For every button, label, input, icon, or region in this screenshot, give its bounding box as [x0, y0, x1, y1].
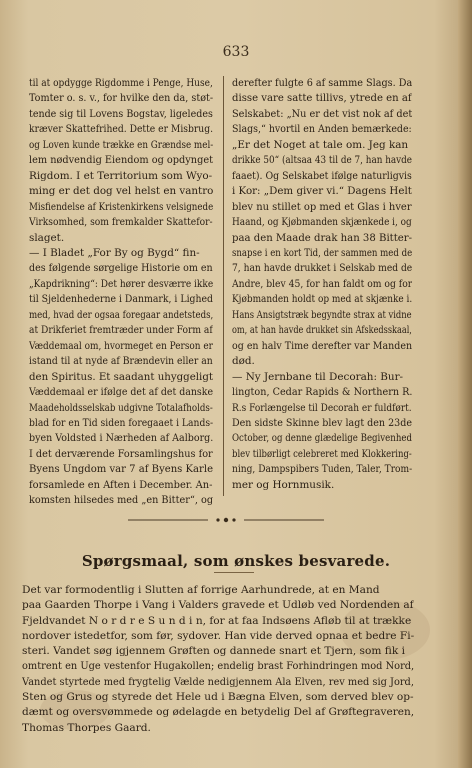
text-line: nordover istedetfor, som før, sydover. Han vide derved opnaa et bedre Fi-: [22, 629, 415, 642]
text-line: Det var formodentlig i Slutten af forrige Aarhundrede, at en Mand: [22, 584, 380, 596]
text-line: byen Voldsted i Nærheden af Aalborg.: [29, 432, 213, 445]
text-line: Thomas Thorpes Gaard.: [22, 721, 151, 734]
text-line: Maadeholdsselskab udgivne Totalafholds-: [29, 401, 213, 414]
text-line: 7, han havde drukket i Selskab med de: [232, 262, 412, 275]
text-line: „Kapdrikning“: Det hører desværre ikke: [29, 277, 214, 290]
text-line: snapse i en kort Tid, der sammen med de: [232, 246, 413, 259]
text-line: drikke 50“ (altsaa 43 til de 7, han havde: [232, 154, 412, 167]
text-line: Byens Ungdom var 7 af Byens Karle: [29, 463, 213, 476]
text-line: „Er det Noget at tale om. Jeg kan: [232, 138, 409, 151]
text-line: kræver Skattefrihed. Dette er Misbrug.: [29, 123, 214, 136]
right-column: [232, 76, 412, 493]
text-line: Rigdom. I et Territorium som Wyo-: [29, 169, 213, 182]
text-line: Den sidste Skinne blev lagt den 23de: [232, 416, 412, 429]
text-line: ning, Dampspibers Tuden, Taler, Trom-: [232, 463, 413, 476]
text-line: Selskabet: „Nu er det vist nok af det: [232, 107, 413, 120]
text-line: Misfiendelse af Kristenkirkens velsignede: [29, 200, 213, 213]
text-line: R.s Forlængelse til Decorah er fuldført.: [232, 401, 412, 414]
section-ornament: [128, 516, 324, 524]
text-line: blad for en Tid siden foregaaet i Lands-: [29, 416, 214, 429]
text-line: slaget.: [29, 231, 65, 244]
text-line: — I Bladet „For By og Bygd“ fin-: [29, 246, 200, 259]
text-line: Væddemaal er ifølge det af det danske: [29, 386, 213, 399]
text-line: lem nødvendig Eiendom og opdynget: [29, 154, 214, 167]
text-line: — Ny Jernbane til Decorah: Bur-: [232, 370, 404, 383]
text-line: Væddemaal om, hvormeget en Person er: [29, 339, 213, 352]
text-line: I det derværende Forsamlingshus for: [29, 447, 213, 460]
text-line: paa Gaarden Thorpe i Vang i Valders gravede et Udløb ved Nordenden af: [22, 599, 414, 612]
text-line: ming er det dog vel helst en vantro: [29, 185, 214, 198]
text-line: at Drikferiet fremtræder under Form af: [29, 324, 213, 337]
text-line: October, og denne glædelige Begivenhed: [232, 432, 412, 445]
text-line: des følgende sørgelige Historie om en: [29, 262, 213, 275]
text-line: i Kor: „Dem giver vi.“ Dagens Helt: [232, 185, 412, 198]
text-line: og en halv Time derefter var Manden: [232, 339, 413, 352]
text-line: lington, Cedar Rapids & Northern R.: [232, 386, 413, 399]
body-paragraph: [22, 583, 414, 736]
text-line: paa den Maade drak han 38 Bitter-: [232, 231, 413, 244]
text-line: og Loven kunde trække en Grændse mel-: [29, 138, 213, 151]
text-line: komsten hilsedes med „en Bitter“, og: [29, 494, 213, 507]
text-line: faaet). Og Selskabet ifølge naturligvis: [232, 169, 412, 182]
text-line: Andre, blev 45, for han faldt om og for: [232, 277, 413, 290]
text-line: disse vare satte tillivs, ytrede en af: [232, 92, 412, 105]
page-number: 633: [222, 44, 250, 60]
text-line: Fjeldvandet N o r d r e S u n d i n, for at faa Indsøens Afløb til at trække: [22, 614, 412, 627]
text-line: Sten og Grus og styrede det Hele ud i Bægna Elven, som derved blev op-: [22, 691, 414, 704]
text-line: Hans Ansigtstræk begyndte strax at vidne: [232, 308, 412, 321]
text-line: tende sig til Lovens Bogstav, ligeledes: [29, 107, 213, 120]
column-divider: [223, 76, 224, 496]
text-line: til at opdygge Rigdomme i Penge, Huse,: [29, 77, 213, 89]
left-column: [29, 76, 213, 509]
text-line: om, at han havde drukket sin Afskedsskaal,: [232, 324, 412, 337]
text-line: død.: [232, 355, 255, 368]
text-line: dæmt og oversvømmede og ødelagde en betydelig Del af Grøftegraveren,: [22, 706, 414, 719]
section-heading: Spørgsmaal, som ønskes besvarede.: [81, 552, 391, 570]
text-line: istand til at nyde af Brændevin eller an: [29, 355, 213, 368]
text-line: omtrent en Uge vestenfor Hugakollen; endelig brast Forhindringen mod Nord,: [22, 660, 415, 673]
text-line: mer og Hornmusik.: [232, 478, 335, 491]
text-line: Kjøbmanden holdt op med at skjænke i.: [232, 293, 412, 306]
text-line: den Spiritus. Et saadant uhyggeligt: [29, 370, 213, 383]
text-line: til Sjeldenhederne i Danmark, i Lighed: [29, 293, 214, 306]
text-line: derefter fulgte 6 af samme Slags. Da: [232, 77, 413, 89]
text-line: Slags,“ hvortil en Anden bemærkede:: [232, 123, 412, 136]
heading-rule: [214, 572, 254, 573]
text-line: Tomter o. s. v., for hvilke den da, støt-: [29, 92, 214, 105]
text-line: forsamlede en Aften i December. An-: [29, 478, 213, 491]
page-spine-shadow: [458, 0, 472, 768]
text-line: med, hvad der ogsaa foregaar andetsteds,: [29, 308, 214, 321]
text-line: blev tilbørligt celebreret med Klokkering-: [232, 447, 412, 460]
text-line: Vandet styrtede med frygtelig Vælde nedigjennem Ala Elven, rev med sig Jord,: [22, 675, 414, 688]
text-line: Haand, og Kjøbmanden skjænkede i, og: [232, 216, 412, 229]
text-line: blev nu stillet op med et Glas i hver: [232, 200, 412, 213]
text-line: Virksomhed, som fremkalder Skattefor-: [29, 216, 213, 229]
text-line: steri. Vandet søg igjennem Grøften og dannede snart et Tjern, som fik i: [22, 645, 406, 658]
